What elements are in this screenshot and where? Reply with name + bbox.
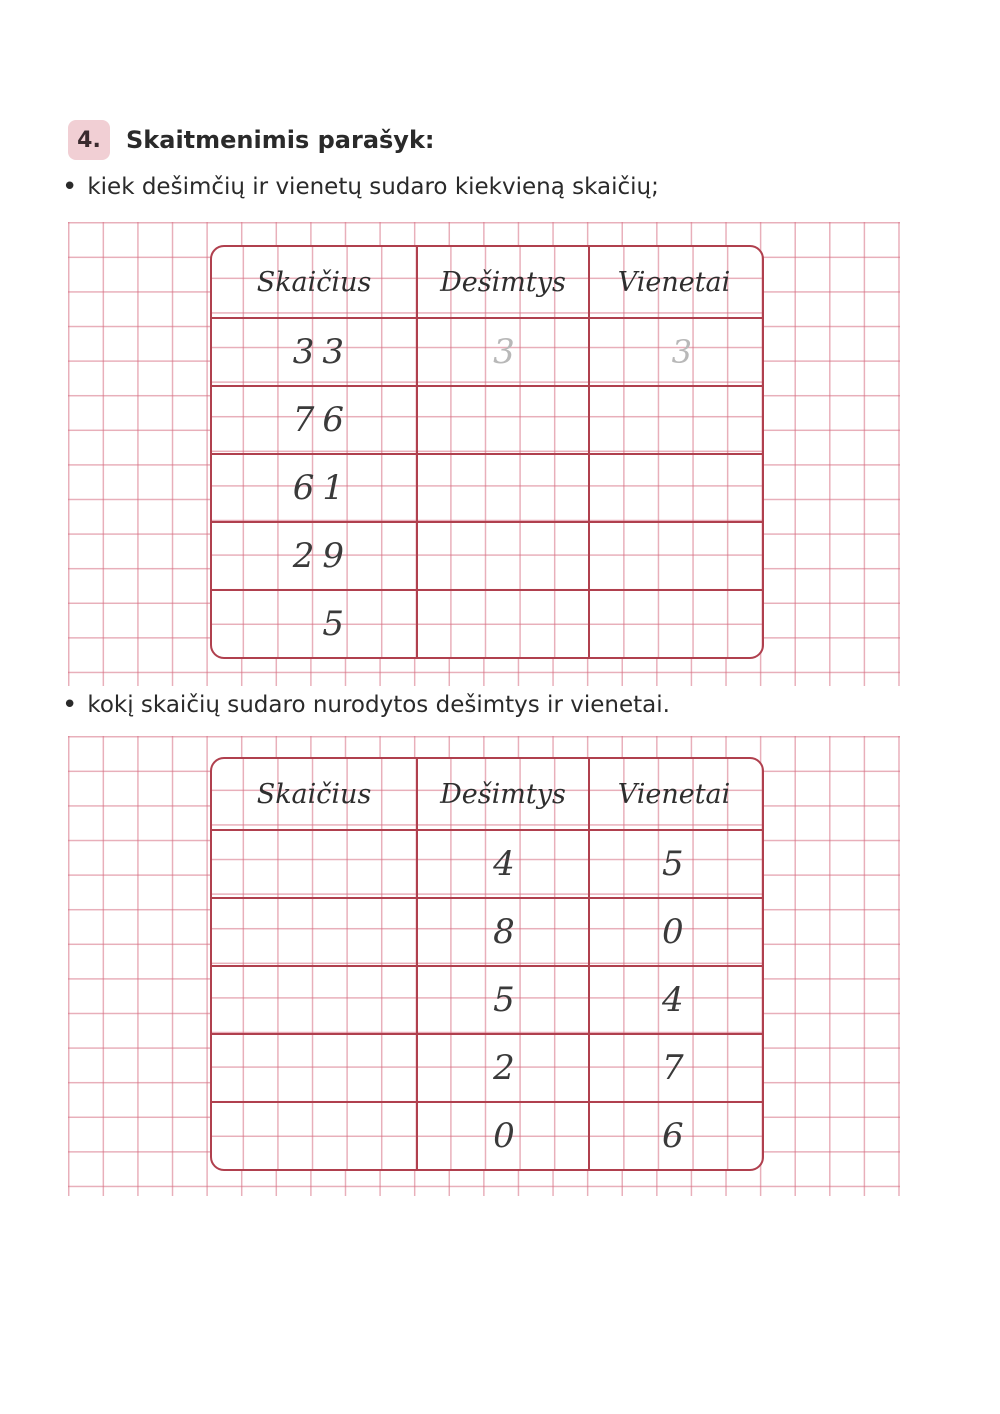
tens-cell[interactable] [418,387,590,453]
header-skaicius: Skaičius [212,759,418,829]
units-cell: 6 [662,1116,684,1156]
table-row [212,1033,762,1101]
header-desimtys: Dešimtys [418,759,590,829]
units-cell: 7 [662,1048,684,1088]
header-vienetai: Vienetai [617,778,731,810]
units-cell[interactable]: 3 [671,333,692,371]
task-title: Skaitmenimis parašyk: [126,126,435,154]
tens-cell[interactable] [418,591,590,657]
number-cell: 29 [212,523,418,589]
instruction-2 [62,690,670,720]
bullet-icon: • [62,172,78,202]
table-header-row [212,247,762,317]
number-cell[interactable] [212,967,418,1033]
table-2 [210,757,764,1171]
tens-cell: 2 [418,1035,590,1101]
bullet-icon: • [62,690,78,720]
table-row [212,317,762,385]
instruction-2-text: kokį skaičių sudaro nurodytos dešimtys ir vienetai. [87,692,670,718]
tens-cell[interactable] [418,455,590,521]
units-cell: 5 [662,844,684,884]
header-skaicius: Skaičius [212,247,418,317]
table-header-row [212,759,762,829]
table-1 [210,245,764,659]
tens-cell: 4 [418,831,590,897]
number-cell: 76 [212,387,418,453]
units-cell[interactable] [590,523,758,589]
task-header [68,118,435,162]
table-row [212,1101,762,1169]
table-row [212,385,762,453]
number-cell[interactable] [212,831,418,897]
units-cell[interactable] [590,591,758,657]
table-row [212,521,762,589]
instruction-1-text: kiek dešimčių ir vienetų sudaro kiekvieną skaičių; [87,174,659,200]
tens-cell[interactable] [418,523,590,589]
number-cell: 61 [212,455,418,521]
number-cell[interactable] [212,1035,418,1101]
tens-cell[interactable]: 3 [418,319,590,385]
table-row [212,897,762,965]
number-cell[interactable] [212,1103,418,1169]
units-cell: 0 [662,912,684,952]
tens-cell: 0 [418,1103,590,1169]
instruction-1 [62,172,659,202]
number-cell: 5 [212,591,418,657]
tens-cell: 5 [418,967,590,1033]
tens-cell: 8 [418,899,590,965]
task-number-badge: 4. [68,120,110,160]
header-vienetai: Vienetai [617,266,731,298]
table-row [212,829,762,897]
table-row [212,453,762,521]
units-cell: 4 [662,980,684,1020]
units-cell[interactable] [590,455,758,521]
units-cell[interactable] [590,387,758,453]
number-cell: 33 [212,319,418,385]
number-cell[interactable] [212,899,418,965]
table-row [212,965,762,1033]
header-desimtys: Dešimtys [418,247,590,317]
table-row [212,589,762,657]
